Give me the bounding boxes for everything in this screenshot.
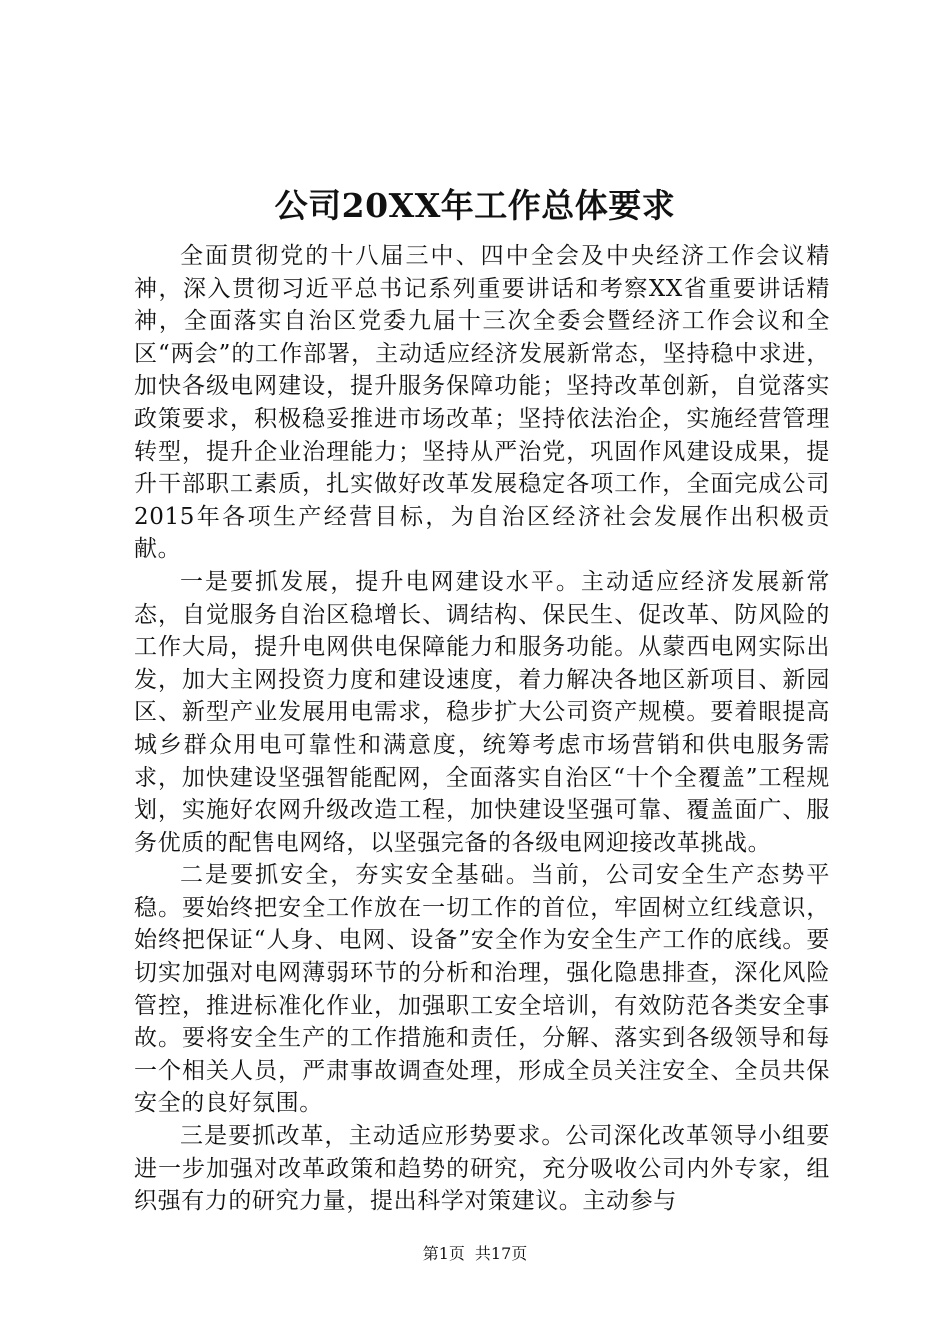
paragraph-safety: 二是要抓安全，夯实安全基础。当前，公司安全生产态势平稳。要始终把安全工作放在一切工作的首位，牢固树立红线意识，始终把保证“人身、电网、设备”安全作为安全生产工作的底线。要切实加强对电网薄弱环节的分析和治理，强化隐患排查，深化风险管控，推进标准化作业，加强职工安全培训，有效防范各类安全事故。要将安全生产的工作措施和责任，分解、落实到各级领导和每一个相关人员，严肃事故调查处理，形成全员关注安全、全员共保安全的良好氛围。 [134, 862, 830, 1117]
document-body [134, 240, 830, 1218]
paragraph-intro: 全面贯彻党的十八届三中、四中全会及中央经济工作会议精神，深入贯彻习近平总书记系列重要讲话和考察XX省重要讲话精神，全面落实自治区党委九届十三次全委会暨经济工作会议和全区“两会”的工作部署，主动适应经济发展新常态，坚持稳中求进，加快各级电网建设，提升服务保障功能；坚持改革创新，自觉落实政策要求，积极稳妥推进市场改革；坚持依法治企，实施经营管理转型，提升企业治理能力；坚持从严治党，巩固作风建设成果，提升干部职工素质，扎实做好改革发展稳定各项工作，全面完成公司2015年各项生产经营目标，为自治区经济社会发展作出积极贡献。 [134, 243, 830, 563]
paragraph-development: 一是要抓发展，提升电网建设水平。主动适应经济发展新常态，自觉服务自治区稳增长、调结构、保民生、促改革、防风险的工作大局，提升电网供电保障能力和服务功能。从蒙西电网实际出发，加大主网投资力度和建设速度，着力解决各地区新项目、新园区、新型产业发展用电需求，稳步扩大公司资产规模。要着眼提高城乡群众用电可靠性和满意度，统筹考虑市场营销和供电服务需求，加快建设坚强智能配网，全面落实自治区“十个全覆盖”工程规划，实施好农网升级改造工程，加快建设坚强可靠、覆盖面广、服务优质的配售电网络，以坚强完备的各级电网迎接改革挑战。 [134, 568, 830, 856]
page-total: 共17页 [474, 1244, 528, 1263]
page-number: 第1页 [422, 1244, 465, 1263]
document-title: 公司20XX年工作总体要求 [274, 186, 676, 225]
page-footer [0, 1242, 950, 1266]
paragraph-reform: 三是要抓改革，主动适应形势要求。公司深化改革领导小组要进一步加强对改革政策和趋势的研究，充分吸收公司内外专家，组织强有力的研究力量，提出科学对策建议。主动参与 [134, 1123, 830, 1215]
